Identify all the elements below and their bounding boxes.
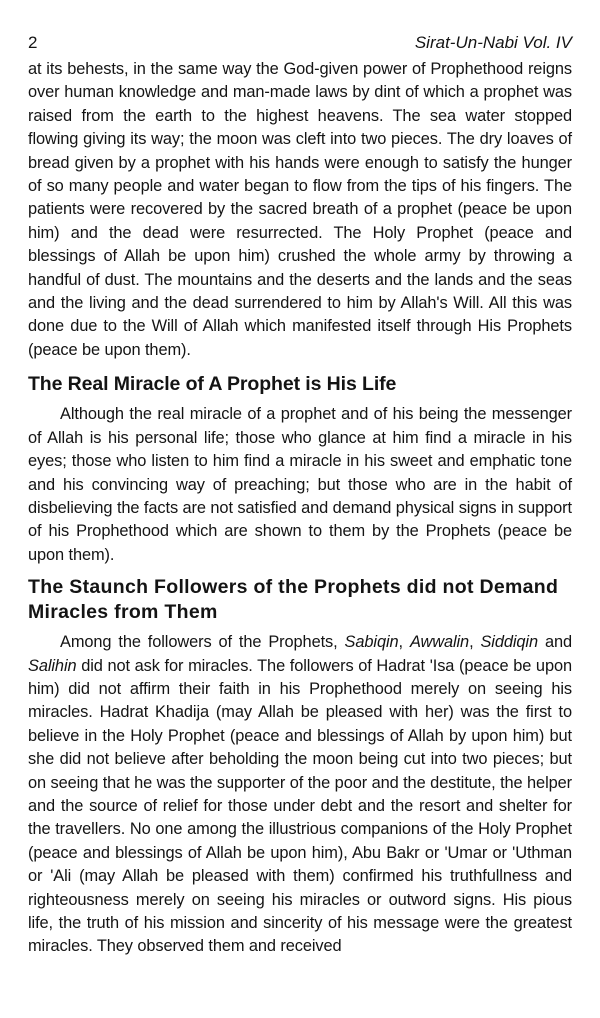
section-heading-staunch-followers: The Staunch Followers of the Prophets did not Demand Miracles from Them xyxy=(28,576,559,624)
paragraph-lead-text: Among the followers of the Prophets, xyxy=(60,633,345,652)
book-page xyxy=(28,32,572,959)
term-salihin: Salihin xyxy=(28,656,77,675)
section-heading-real-miracle: The Real Miracle of A Prophet is His Life xyxy=(28,373,397,396)
paragraph-body-text: did not ask for miracles. The followers of Hadrat 'Isa (peace be upon him) did not affirm their faith in his Prophethood merely on seeing his miracles. Hadrat Khadija (may Allah be pleased with her) was the first to believe in the Holy Prophet (peace and blessings of Allah by upon him) but she did not believe after beholding the moon being cut into two pieces; but on seeing that he was the supporter of the poor and the destitute, the helper and the source of relief for those under debt and the resort and shelter for the travellers. No one among the illustrious companions of the Holy Prophet (peace and blessings of Allah be upon him), Abu Bakr or 'Umar or 'Uthman or 'Ali (may Allah be pleased with them) confirmed his truthfullness and righteousness merely on seeing his miracles or outword signs. His pious life, the truth of his mission and sincerity of his message were the greatest miracles. They observed them and received xyxy=(28,656,572,956)
book-title: Sirat-Un-Nabi Vol. IV xyxy=(414,33,572,52)
term-siddiqin: Siddiqin xyxy=(480,633,538,652)
separator: , xyxy=(469,633,481,652)
separator: , xyxy=(398,633,410,652)
separator: and xyxy=(538,633,572,652)
paragraph-real-miracle: Although the real miracle of a prophet and of his being the messenger of Allah is his personal life; those who glance at him find a miracle in his eyes; those who listen to him find a miracle in his sweet and emphatic tone and his convincing way of preaching; but those who are in the habit of disbelieving the facts are not satisfied and demand physical signs in support of his Prophethood which are shown to them by the Prophets (peace be upon them). xyxy=(28,405,572,564)
paragraph-staunch-followers xyxy=(28,631,572,959)
term-sabiqin: Sabiqin xyxy=(344,633,399,652)
page-number: 2 xyxy=(28,33,38,52)
term-awwalin: Awwalin xyxy=(409,633,470,652)
running-header xyxy=(28,32,572,54)
paragraph-continuation: at its behests, in the same way the God-given power of Prophethood reigns over human knowledge and man-made laws by dint of which a prophet was raised from the earth to the highest heavens. The sea water stopped flowing giving its way; the moon was cleft into two pieces. The dry loaves of bread given by a prophet with his hands were enough to satisfy the hunger of so many people and water began to flow from the tips of his fingers. The patients were recovered by the sacred breath of a prophet (peace be upon him) and the dead were resurrected. The Holy Prophet (peace and blessings of Allah be upon him) crushed the whole army by throwing a handful of dust. The mountains and the deserts and the lands and the seas and the living and the dead surrendered to him by Allah's Will. All this was done due to the Will of Allah which manifested itself through His Prophets (peace be upon them). xyxy=(28,60,572,359)
